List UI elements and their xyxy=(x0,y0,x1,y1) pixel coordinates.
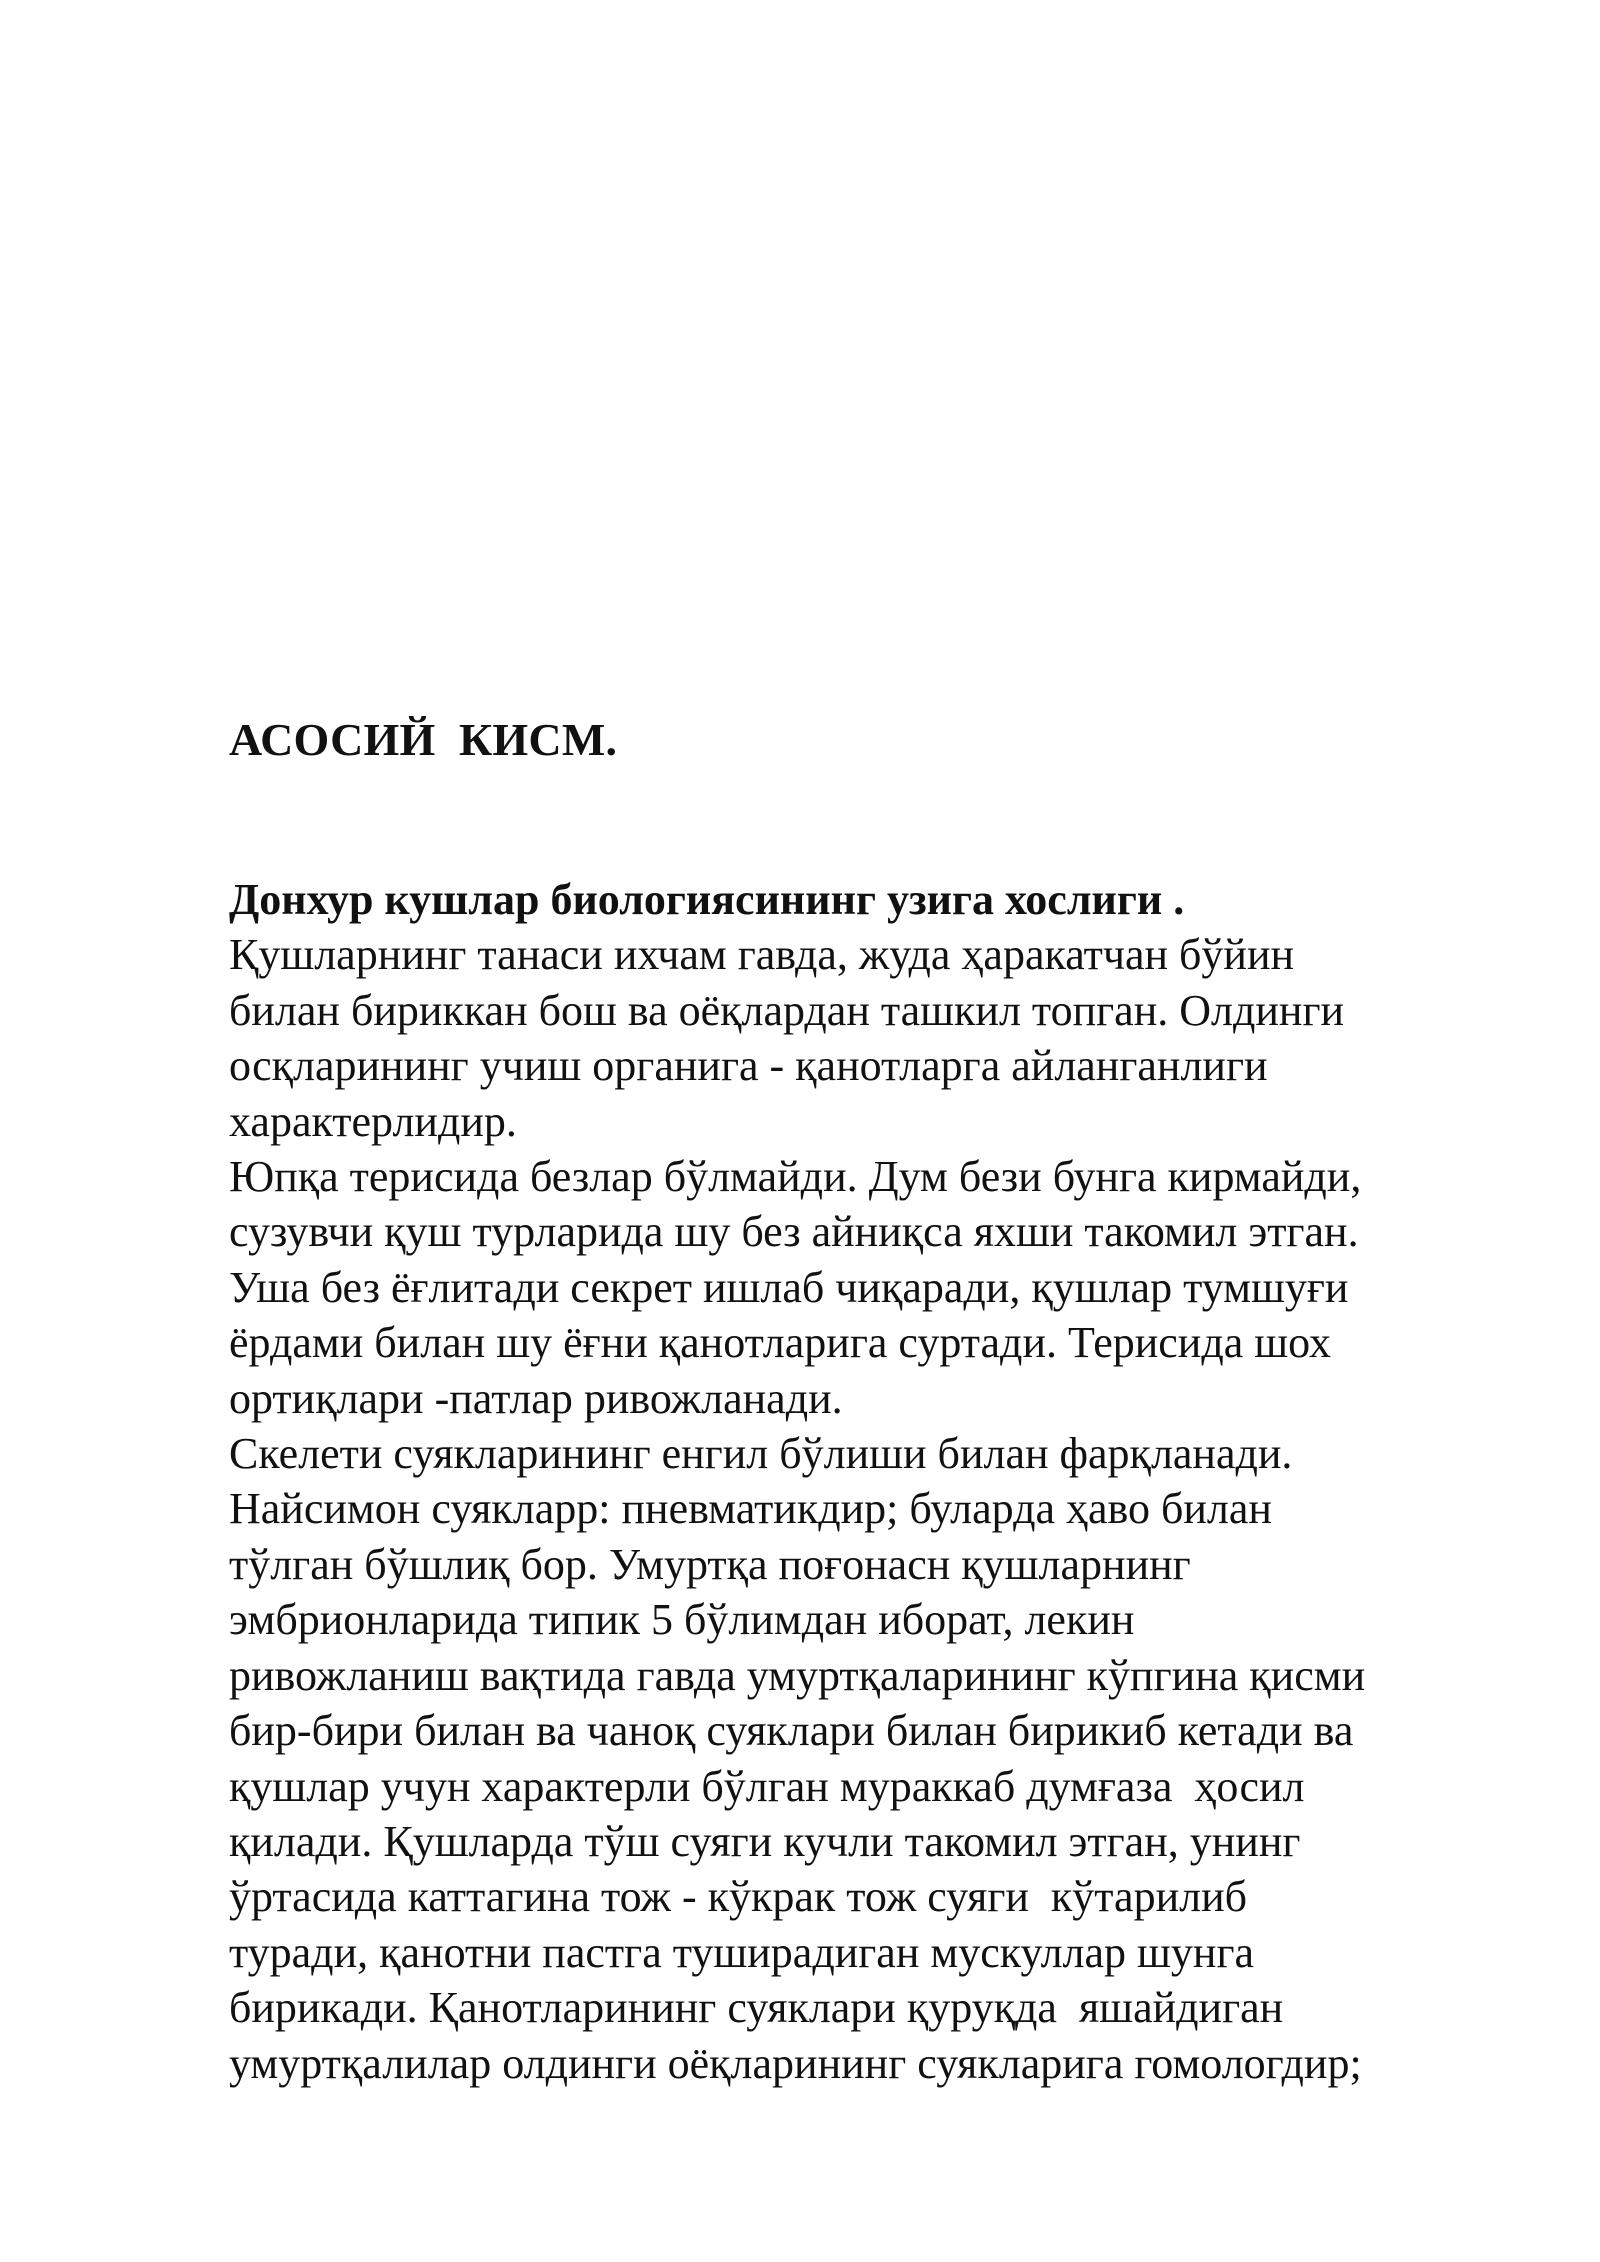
section-heading: АСОСИЙ КИСМ. xyxy=(229,714,618,765)
text-line: сузувчи қуш турларида шу без айниқса яхши такомил этган. xyxy=(229,1207,1359,1257)
text-line: қушлар учун характерли бўлган мураккаб думғаза ҳосил xyxy=(229,1761,1305,1811)
text-line: ўртасида каттагина тож - кўкрак тож суяги кўтарилиб xyxy=(229,1872,1248,1922)
text-line: ривожланиш вақтида гавда умуртқаларининг кўпгина қисми xyxy=(229,1650,1366,1700)
text-line: Қушларнинг танаси ихчам гавда, жуда ҳаракатчан бўйин xyxy=(229,930,1295,980)
text-line: ортиқлари -патлар ривожланади. xyxy=(229,1373,843,1423)
text-line: бир-бири билан ва чаноқ суяклари билан бирикиб кетади ва xyxy=(229,1706,1354,1756)
text-line: Найсимон суякларр: пневматикдир; буларда ҳаво билан xyxy=(229,1484,1272,1534)
subheading: Донхур кушлар биологиясининг узига хослиги . xyxy=(229,875,1185,924)
text-line: осқларининг учиш органига - қанотларга айланганлиги xyxy=(229,1041,1268,1091)
text-line: характерлидир. xyxy=(229,1096,517,1146)
text-line: қилади. Қушларда тўш суяги кучли такомил этган, унинг xyxy=(229,1816,1301,1866)
text-line: ёрдами билан шу ёғни қанотларига суртади. Терисида шох xyxy=(229,1318,1332,1368)
text-line: бирикади. Қанотларининг суяклари қуруқда яшайдиган xyxy=(229,1983,1284,2033)
text-line: Юпқа терисида безлар бўлмайди. Дум бези бунга кирмайди, xyxy=(229,1152,1362,1202)
text-line: Скелети суякларининг енгил бўлиши билан фарқланади. xyxy=(229,1429,1293,1479)
text-line: туради, қанотни пастга туширадиган мускуллар шунга xyxy=(229,1927,1255,1977)
text-line: билан бириккан бош ва оёқлардан ташкил топган. Олдинги xyxy=(229,985,1345,1035)
text-line: Уша без ёғлитади секрет ишлаб чиқаради, қушлар тумшуғи xyxy=(229,1262,1349,1312)
text-line: эмбрионларида типик 5 бўлимдан иборат, лекин xyxy=(229,1595,1135,1645)
text-line: умуртқалилар олдинги оёқларининг суякларига гомологдир; xyxy=(229,2038,1362,2088)
text-line: тўлган бўшлиқ бор. Умуртқа поғонасн қушларнинг xyxy=(229,1539,1191,1589)
body-text xyxy=(229,872,1549,2091)
